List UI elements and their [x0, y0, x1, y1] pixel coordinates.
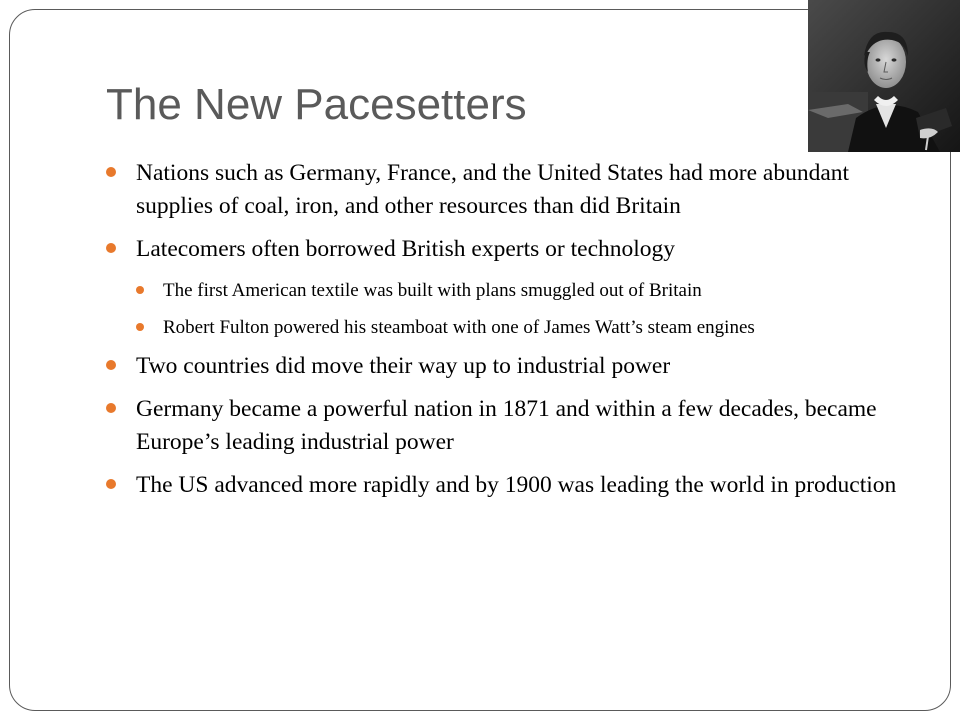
bullet-text: Two countries did move their way up to industrial power — [136, 353, 671, 379]
bullet-icon — [106, 167, 116, 177]
sub-bullet-item — [136, 276, 906, 305]
sub-bullet-item — [136, 313, 906, 342]
bullet-icon — [106, 479, 116, 489]
bullet-text: Latecomers often borrowed British experts or technology — [136, 236, 676, 262]
sub-bullet-text: Robert Fulton powered his steamboat with one of James Watt’s steam engines — [163, 317, 755, 338]
bullet-item — [106, 233, 906, 266]
sub-bullet-icon — [136, 286, 144, 294]
bullet-item — [106, 350, 906, 383]
bullet-text: The US advanced more rapidly and by 1900 was leading the world in production — [136, 472, 897, 498]
bullet-list — [106, 157, 906, 512]
portrait-image — [808, 0, 960, 152]
sub-bullet-icon — [136, 323, 144, 331]
bullet-icon — [106, 360, 116, 370]
bullet-item — [106, 393, 906, 459]
bullet-icon — [106, 403, 116, 413]
bullet-text: Germany became a powerful nation in 1871 and within a few decades, became Europe’s leading industrial power — [136, 396, 877, 455]
bullet-item — [106, 469, 906, 502]
bullet-icon — [106, 243, 116, 253]
slide-title: The New Pacesetters — [106, 80, 527, 129]
sub-bullet-text: The first American textile was built with plans smuggled out of Britain — [163, 280, 702, 301]
bullet-item — [106, 157, 906, 223]
portrait-image-drawing — [808, 0, 960, 152]
bullet-text: Nations such as Germany, France, and the United States had more abundant supplies of coal, iron, and other resources than did Britain — [136, 160, 850, 219]
